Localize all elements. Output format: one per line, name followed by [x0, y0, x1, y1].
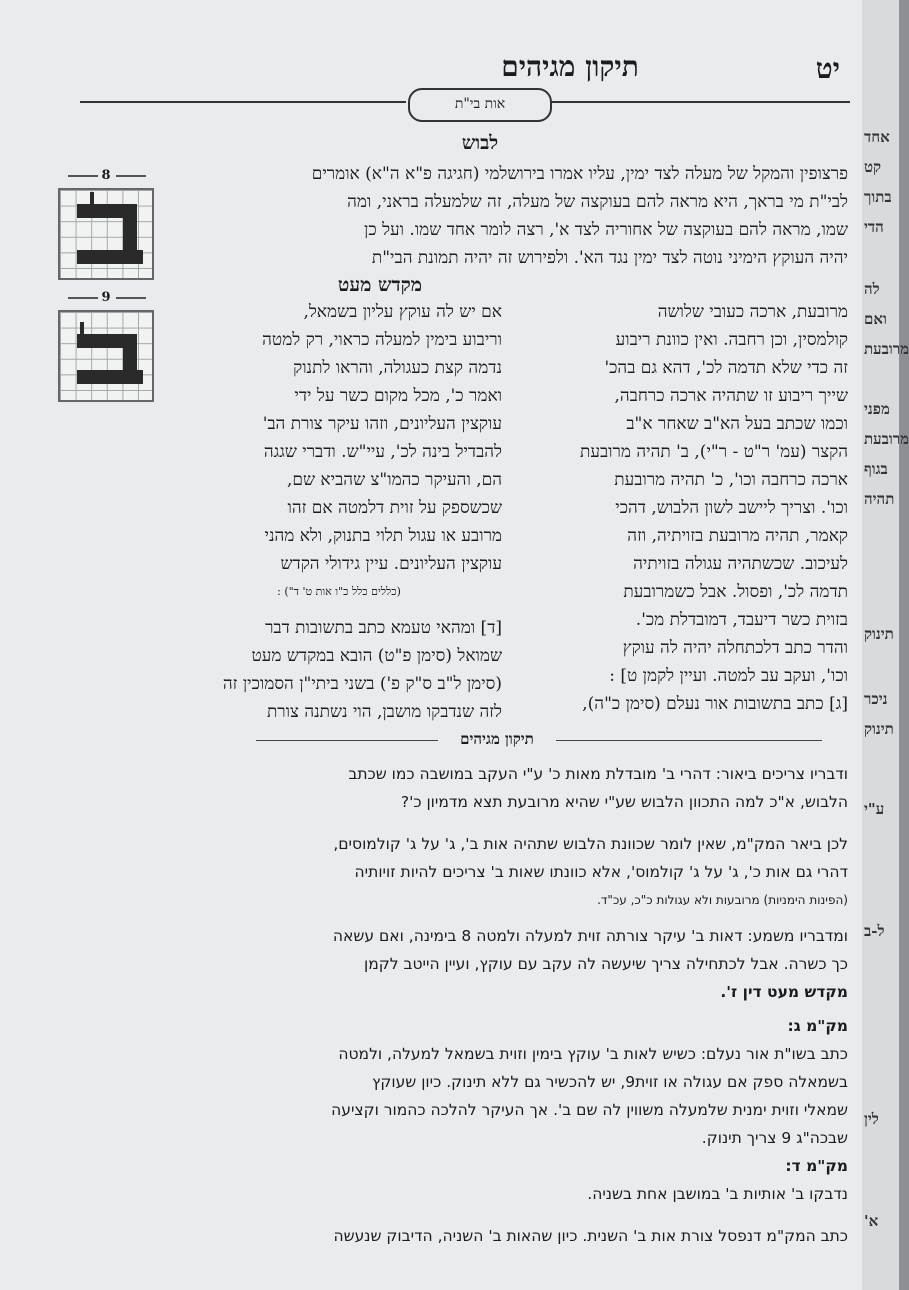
text-line: הם, והעיקר כהמו"צ שהביא שם, — [286, 470, 502, 490]
text-line: [ד] ומהאי טעמא כתב בתשובות דבר — [265, 618, 502, 638]
text-line: וכו'. וצריך ליישב לשון הלבוש, דהכי — [615, 498, 848, 518]
adjacent-page-edge: אחד קט בתוך הדי לה ואם מרובעת מפני מרובעת בגוף תהיה תינוק ניכר תינוק ע"י ל-ב לין א' — [862, 0, 899, 1290]
commentary-block-1 — [176, 760, 848, 816]
text-line: [ג] כתב בתשובות אור נעלם (סימן כ"ה), — [582, 694, 848, 714]
text-line: וכמו שכתב בעל הא"ב שאחר א"ב — [626, 414, 848, 434]
text-line: שבכה"ג 9 צריך תינוק. — [701, 1129, 848, 1147]
diagram-grid — [58, 188, 154, 280]
text-line: וכו', ועקב עב למטה. ועיין לקמן ט] : — [609, 666, 848, 686]
text-line: שמואל (סימן פ"ט) הובא במקדש מעט — [251, 646, 502, 666]
text-line: לעיכוב. שכשתהיה עגולה בזויתיה — [633, 554, 848, 574]
text-line: (כללים כלל כ"ו אות ט' ד") : — [277, 585, 401, 598]
text-line: (הפינות הימניות) מרובעות ולא עגולות כ"כ, עכ"ד. — [597, 893, 848, 907]
left-column — [176, 298, 502, 726]
section-badge: אות בי"ת — [408, 88, 552, 122]
text-line: מרובעת, ארכה כעובי שלושה — [657, 302, 848, 322]
text-line: שמאלי וזוית ימנית שלמעלה משווין לה שם ב'. אך העיקר להלכה כהמור וקציעה — [331, 1101, 848, 1119]
subheading: מק"מ ד: — [785, 1157, 848, 1175]
text-line: (סימן ל"ב ס"ק פ') בשני ביתי"ן הסמוכין זה — [222, 674, 502, 694]
text-line: שכשספק על זוית דלמטה אם זהו — [287, 498, 502, 518]
diagram-grid — [58, 310, 154, 402]
text-line: וריבוע בימין למעלה כראוי, רק למטה — [262, 330, 502, 350]
letter-diagram-8 — [58, 168, 154, 282]
commentary-block-4 — [176, 1012, 848, 1152]
text-line: מקדש מעט דין ז'. — [720, 983, 848, 1001]
text-line: לזה שנדבקו מושבן, הוי נשתנה צורת — [266, 702, 502, 722]
diagram-number: 9 — [101, 290, 111, 305]
separator-rule-right — [556, 740, 822, 741]
commentary-block-2 — [176, 830, 848, 914]
text-line: ומדבריו משמע: דאות ב' עיקר צורתה זוית למעלה ולמטה 8 בימינה, ואם עשאה — [332, 927, 848, 945]
letter-diagram-9 — [58, 290, 154, 404]
text-line: עוקצין העליונים. עיין גידולי הקדש — [280, 554, 502, 574]
text-line: הלבוש, א"כ למה התכוון הלבוש שע"י שהיא מרובעת תצא מדמיון כ'? — [400, 793, 848, 811]
intro-text — [176, 160, 848, 272]
text-line: מרובע או עגול תלוי בתנוק, ולא מהני — [264, 526, 502, 546]
text-line: הקצר (עמ' ר"ט - ר"י), ב' תהיה מרובעת — [579, 442, 848, 462]
separator-title: תיקון מגיהים — [460, 730, 534, 748]
diagram-number: 8 — [101, 168, 111, 183]
text-line: ואמר כ', מכל מקום כשר על ידי — [294, 386, 502, 406]
text-line: קולמסין, וכן רחבה. ואין כוונת ריבוע — [615, 330, 848, 350]
text-line: להבדיל בינה לכ', עיי"ש. ודברי שגגה — [263, 442, 502, 462]
text-line: אם יש לה עוקץ עליון בשמאל, — [303, 302, 502, 322]
header-rule-left — [80, 101, 406, 103]
text-line: והדר כתב דלכתחלה יהיה לה עוקץ — [622, 638, 848, 658]
commentary-block-5 — [176, 1152, 848, 1208]
text-line: שייך ריבוע זו שתהיה ארכה כרחבה, — [614, 386, 848, 406]
text-line: פרצופין והמקל של מעלה לצד ימין, עליו אמרו בירושלמי (חגיגה פ"א ה"א) אומרים — [311, 164, 848, 184]
text-line: יהיה העוקץ הימיני נוטה לצד ימין נגד הא'. ולפירוש זה יהיה תמונת הבי"ת — [371, 248, 848, 268]
text-line: בזוית כשר דיעבד, דמובדלת מכ'. — [635, 610, 848, 630]
text-line: כתב בשו"ת אור נעלם: כשיש לאות ב' עוקץ בימין וזוית בשמאל למעלה, ולמטה — [338, 1045, 848, 1063]
arrow-right-icon — [116, 297, 146, 299]
page-header — [150, 50, 850, 90]
text-line: קאמר, תהיה מרובעת בזויתיה, וזה — [627, 526, 848, 546]
subheading: מק"מ ג: — [787, 1017, 848, 1035]
text-line: ודבריו צריכים ביאור: דהרי ב' מובדלת מאות כ' ע"י העקב במושבה כמו שכתב — [348, 765, 848, 783]
commentary-block-3 — [176, 922, 848, 1006]
text-line: נדבקו ב' אותיות ב' במושבן אחת בשניה. — [587, 1185, 848, 1203]
text-line: דהרי גם אות כ', ג' על ג' קולמוס', אלא כוונתו שאות ב' צריכים להיות זויותיה — [354, 863, 848, 881]
header-rule-right — [550, 101, 850, 103]
text-line: שמו, מראה להם בעוקצה של אחוריה לצד א', רצה לומר אחד שמו. ועל כן — [364, 220, 848, 240]
mikdash-heading: מקדש מעט — [337, 274, 423, 296]
page-number: יט — [815, 52, 840, 85]
text-line: נדמה קצת כעגולה, והראו לתנוק — [293, 358, 502, 378]
text-line: כתב המק"מ דנפסל צורת אות ב' השנית. כיון שהאות ב' השניה, הדיבוק שנעשה — [333, 1227, 848, 1245]
text-line: זה כדי שלא תדמה לכ', דהא גם בהכ' — [604, 358, 848, 378]
text-line: תדמה לכ', ופסול. אבל כשמרובעת — [623, 582, 848, 602]
page-title: תיקון מגיהים — [501, 50, 639, 83]
arrow-right-icon — [116, 175, 146, 177]
text-line: עוקצין העליונים, וזהו עיקר צורת הב' — [262, 414, 502, 434]
text-line: לבי"ת מי בראך, היא מראה להם בעוקצה של מעלה, זה שלמעלה בראני, ומה — [347, 192, 848, 212]
commentary-block-6 — [176, 1222, 848, 1250]
text-line: ארכה כרחבה וכו', כ' תהיה מרובעת — [614, 470, 848, 490]
right-column — [520, 298, 848, 718]
text-line: בשמאלה ספק אם עגולה או זוית9, יש להכשיר גם ללא תינוק. כיון שעוקץ — [372, 1073, 848, 1091]
text-line: לכן ביאר המק"מ, שאין לומר שכוונת הלבוש שתהיה אות ב', ג' על ג' קולמוסים, — [333, 835, 848, 853]
text-line: כך כשרה. אבל לכתחילה צריך שיעשה לה עקב עם עוקץ, ועיין הייטב לקמן — [364, 955, 848, 973]
levush-heading: לבוש — [461, 132, 499, 154]
separator-rule-left — [256, 740, 438, 741]
